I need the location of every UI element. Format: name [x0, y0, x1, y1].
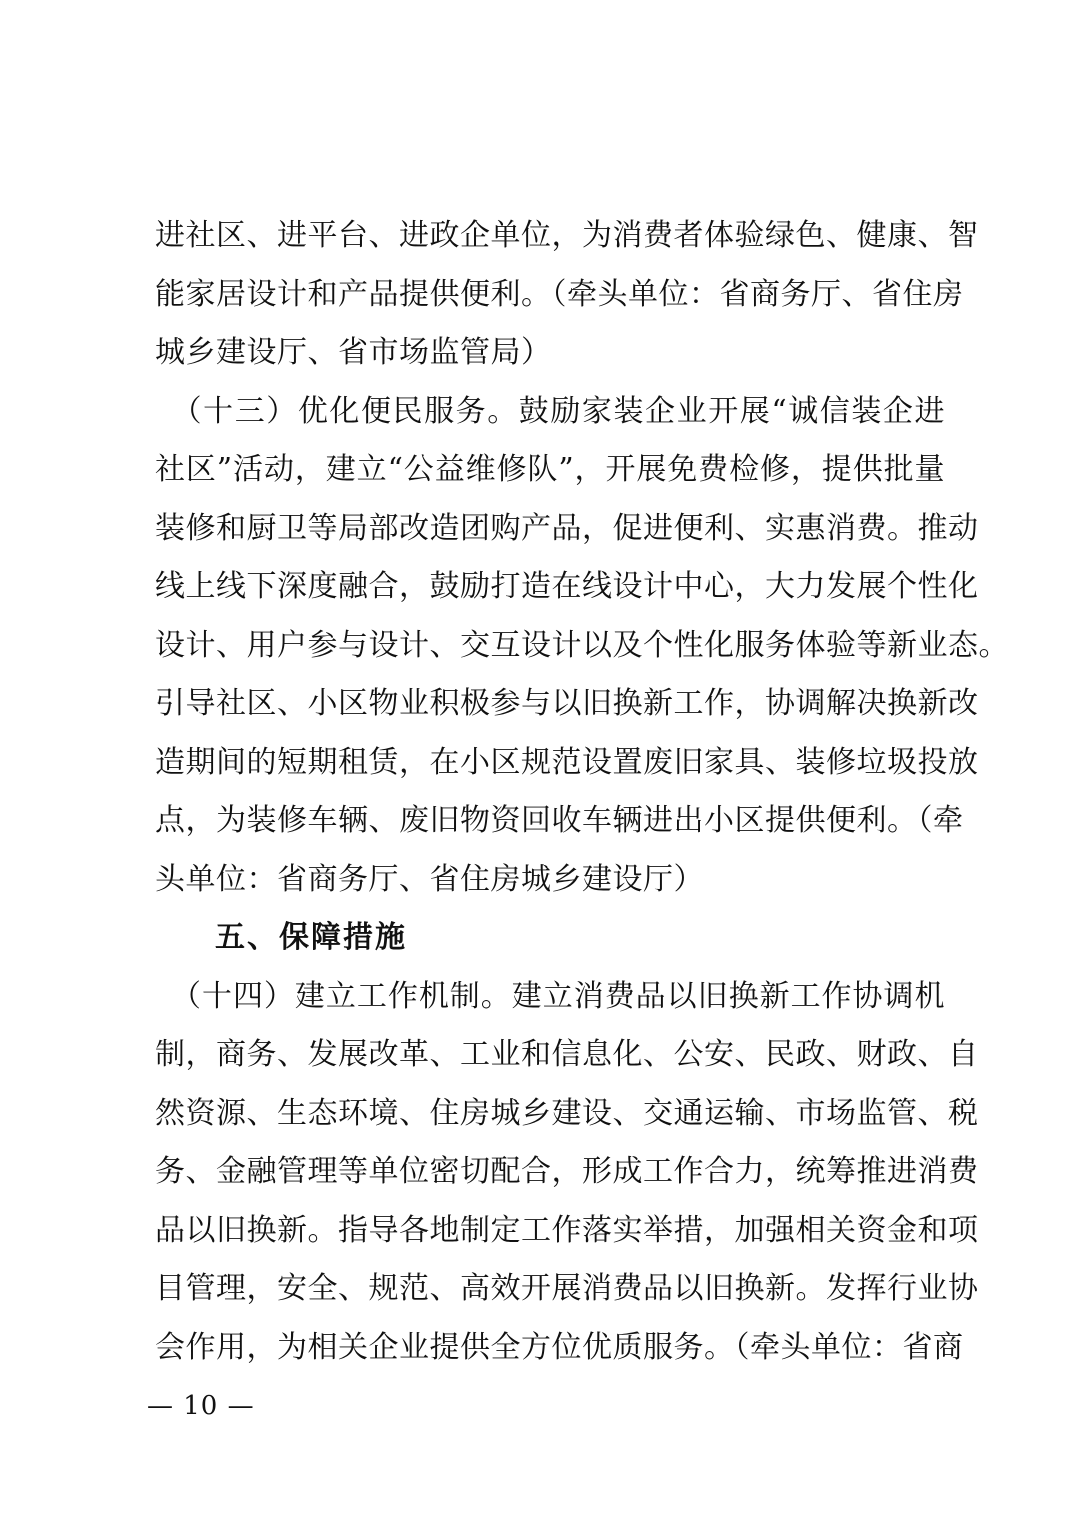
- text-line: 造期间的短期租赁，在小区规范设置废旧家具、装修垃圾投放: [155, 744, 979, 780]
- page-number: — 10 —: [147, 1391, 255, 1421]
- text-line: 设计、用户参与设计、交互设计以及个性化服务体验等新业态。: [155, 627, 1009, 663]
- text-line: 线上线下深度融合，鼓励打造在线设计中心，大力发展个性化: [155, 569, 979, 604]
- text-line: 然资源、生态环境、住房城乡建设、交通运输、市场监管、税: [155, 1095, 979, 1131]
- text-line: 进社区、进平台、进政企单位，为消费者体验绿色、健康、智: [155, 218, 979, 253]
- text-line: 城乡建设厅、省市场监管局）: [155, 335, 552, 370]
- text-line: 装修和厨卫等局部改造团购产品，促进便利、实惠消费。推动: [155, 510, 979, 546]
- text-line: 能家居设计和产品提供便利。（牵头单位：省商务厅、省住房: [155, 276, 964, 312]
- text-line: 会作用，为相关企业提供全方位优质服务。（牵头单位：省商: [155, 1329, 964, 1365]
- text-line: 制，商务、发展改革、工业和信息化、公安、民政、财政、自: [155, 1037, 979, 1072]
- text-line: 头单位：省商务厅、省住房城乡建设厅）: [155, 861, 704, 897]
- text-line: （十三）优化便民服务。鼓励家装企业开展“诚信装企进: [155, 393, 945, 429]
- section-heading: 五、保障措施: [215, 920, 407, 955]
- text-line: （十四）建立工作机制。建立消费品以旧换新工作协调机: [155, 978, 945, 1014]
- text-line: 品以旧换新。指导各地制定工作落实举措，加强相关资金和项: [155, 1212, 979, 1248]
- text-line: 社区”活动，建立“公益维修队”，开展免费检修，提供批量: [155, 452, 945, 487]
- text-line: 务、金融管理等单位密切配合，形成工作合力，统筹推进消费: [155, 1154, 979, 1189]
- document-body: [155, 207, 1009, 1377]
- text-line: 点，为装修车辆、废旧物资回收车辆进出小区提供便利。（牵: [155, 803, 964, 838]
- text-line: 引导社区、小区物业积极参与以旧换新工作，协调解决换新改: [155, 686, 979, 721]
- text-line: 目管理，安全、规范、高效开展消费品以旧换新。发挥行业协: [155, 1271, 979, 1306]
